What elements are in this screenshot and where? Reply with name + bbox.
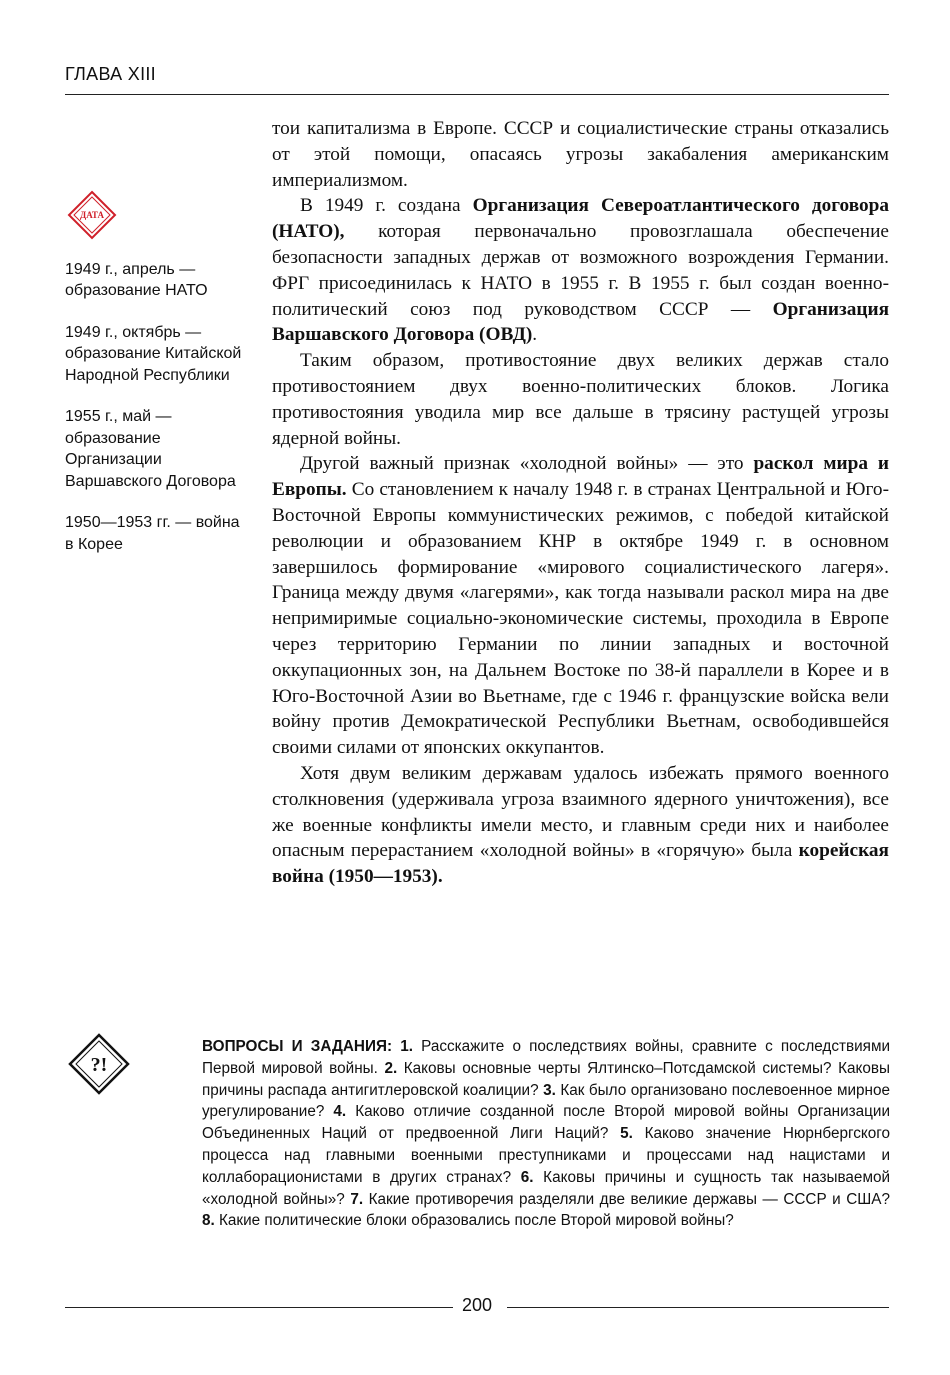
date-entry: 1950—1953 гг. — война в Корее: [65, 514, 240, 553]
paragraph-2: В 1949 г. создана Организация Североатлантического договора (НАТО), которая первоначально провозглашала обеспечение безопасности западных держав от возможного возрождения Германии. ФРГ присоединилась к НАТО в 1955 г. В 1955 г. был создан военно-политический союз под руководством СССР — Организация Варшавского Договора (ОВД).: [272, 195, 890, 346]
questions-icon: [68, 1033, 130, 1095]
question-item: Каковы основные черты Ялтинско–Потсдамской системы? Каковы причины распада антигитлеровской коалиции?: [202, 1059, 890, 1099]
question-item: Каковы причины и сущность так называемой «холодной войны»?: [202, 1168, 891, 1208]
questions-icon-label: ?!: [90, 1054, 108, 1076]
term-ovd: Организация Варшавского Договора (ОВД): [272, 298, 889, 346]
paragraph-1: тои капитализма в Европе. СССР и социалистические страны отказались от этой помощи, опасаясь угрозы закабаления американским империализмом.: [272, 118, 889, 191]
date-badge-icon: [67, 190, 117, 240]
date-sidebar: [65, 190, 245, 575]
question-item: Какие противоречия разделяли две великие державы — СССР и США?: [363, 1190, 890, 1208]
term-split: раскол мира и Европы.: [272, 453, 889, 501]
date-badge-label: ДАТА: [80, 210, 104, 220]
date-entry: 1949 г., октябрь — образование Китайской Народной Республики: [65, 323, 242, 384]
questions-block: ВОПРОСЫ И ЗАДАНИЯ: 1. Расскажите о последствиях войны, сравните с последствиями Первой мировой войны. 2. Каковы основные черты Ялтинско–Потсдамской системы? Каковы причины распада антигитлеровской коалиции? 3. Как было организовано послевоенное мирное урегулирование? 4. Каково отличие созданной после Второй мировой войны Организации Объединенных Наций от предвоенной Лиги Наций? 5. Каково значение Нюрнбергского процесса над главными военными преступниками и процессами над нацистами и коллаборационистами в других странах? 6. Каковы причины и сущность так называемой «холодной войны»? 7. Какие противоречия разделяли две великие державы — СССР и США? 8. Какие политические блоки образовались после Второй мировой войны?: [202, 1038, 891, 1230]
chapter-header: ГЛАВА XIII: [65, 64, 156, 84]
date-entry: 1955 г., май — образование Организации Варшавского Договора: [65, 408, 236, 490]
questions-heading: ВОПРОСЫ И ЗАДАНИЯ:: [202, 1038, 393, 1055]
page-footer: [65, 1295, 889, 1319]
page-number: 200: [461, 1295, 493, 1315]
term-korean-war: корейская война (1950—1953).: [272, 840, 889, 888]
question-item: Каково значение Нюрнбергского процесса над главными военными преступниками и процессами над нацистами и коллаборационистами в других странах?: [202, 1125, 890, 1186]
date-entry: 1949 г., апрель — образование НАТО: [65, 260, 208, 299]
paragraph-3: Таким образом, противостояние двух великих держав стало противостоянием двух военно-политических блоков. Логика противостояния уводила мир все дальше в трясину растущей угрозы ядерной войны.: [272, 350, 889, 449]
paragraph-5: Хотя двум великим державам удалось избежать прямого военного столкновения (удерживала угроза взаимного ядерного уничтожения), все же военные конфликты имели место, и главным среди них и наиболее опасным перерастанием «холодной войны» в «горячую» была корейская война (1950—1953).: [272, 762, 889, 888]
footer-rule-right: [507, 1307, 889, 1308]
question-item: Какие политические блоки образовались после Второй мировой войны?: [214, 1212, 734, 1230]
main-text: [272, 116, 889, 890]
header-divider: [65, 94, 889, 95]
term-nato: Организация Североатлантического договора (НАТО),: [272, 195, 890, 243]
paragraph-4: Другой важный признак «холодной войны» — это раскол мира и Европы. Со становлением к началу 1948 г. в странах Центральной и Юго-Восточной Европы коммунистических режимов, с победой китайской революции и образованием КНР в октябре 1949 г. в основном завершилось формирование «мирового социалистического лагеря». Граница между двумя «лагерями», как тогда называли раскол мира на две непримиримые социально-экономические системы, проходила в Европе через территорию Германии по линии западных и восточной оккупационных зон, на Дальнем Востоке по 38-й параллели в Корее и в Юго-Восточной Азии во Вьетнаме, где с 1946 г. французские войска вели войну против Демократической Республики Вьетнам, освободившейся своими силами от японских оккупантов.: [272, 453, 889, 759]
question-item: Как было организовано послевоенное мирное урегулирование?: [202, 1081, 891, 1121]
question-item: Каково отличие созданной после Второй мировой войны Организации Объединенных Наций от предвоенной Лиги Наций?: [202, 1103, 890, 1143]
question-item: Расскажите о последствиях войны, сравните с последствиями Первой мировой войны.: [202, 1038, 891, 1077]
